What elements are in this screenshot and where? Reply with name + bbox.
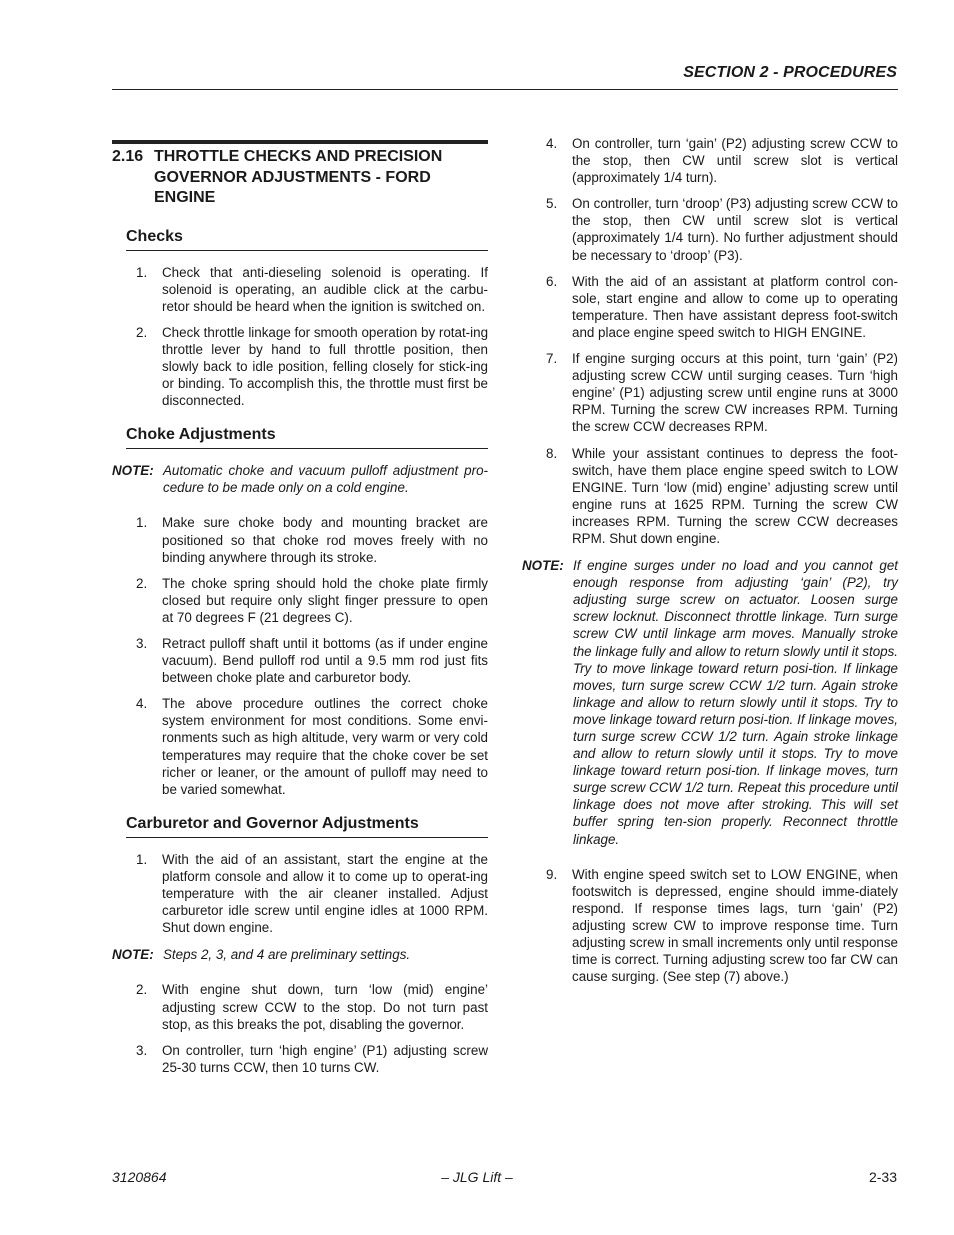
- list-item-text: While your assistant continues to depress the foot-switch, have them place engine speed switch to LOW ENGINE. Turn ‘low (mid) engine’ adjusting screw until engine runs at 1625 RPM. Turning the screw CW increases RPM. Turning the screw CCW decreases RPM. Shut down engine.: [572, 445, 898, 546]
- note-label: NOTE:: [112, 947, 154, 963]
- section-title: THROTTLE CHECKS AND PRECISION GOVERNOR ADJUSTMENTS - FORD ENGINE: [154, 148, 443, 206]
- list-item-number: 1.: [136, 851, 148, 867]
- list-item-text: On controller, turn ‘high engine’ (P1) adjusting screw 25-30 turns CCW, then 10 turns CW.: [162, 1042, 488, 1075]
- list-item-number: 2.: [136, 324, 148, 340]
- list-item-number: 4.: [546, 136, 558, 151]
- list-item: [112, 575, 488, 626]
- note-text: Automatic choke and vacuum pulloff adjustment pro-cedure to be made only on a cold engine.: [163, 463, 488, 496]
- footer-doc-number: 3120864: [112, 1169, 167, 1185]
- list-item-number: 6.: [546, 273, 558, 289]
- list-item-text: The choke spring should hold the choke plate firmly closed but require only slight finger pressure to open at 70 degrees F (21 degrees C).: [162, 575, 488, 625]
- list-item-number: 2.: [136, 575, 148, 591]
- header-rule: [112, 89, 898, 90]
- list-item: [522, 866, 898, 986]
- note: [522, 557, 898, 848]
- list-item-number: 8.: [546, 445, 558, 461]
- list-item: [522, 135, 898, 186]
- list-item: [522, 195, 898, 263]
- list-item-text: With the aid of an assistant, start the engine at the platform console and allow it to come up to operat-ing temperature with the air cleaner installed. Adjust carburetor idle screw until engine idles at 1000 RPM. Shut down engine.: [162, 851, 488, 936]
- left-column: [112, 140, 488, 1076]
- list-item-text: If engine surging occurs at this point, turn ‘gain’ (P2) adjusting screw CCW until surging ceases. Turn ‘high engine’ (P1) adjusting screw until engine runs at 3000 RPM. Turning the screw CW increases RPM. Turning the screw CCW decreases RPM.: [572, 351, 898, 435]
- footer-page-number: 2-33: [868, 1169, 897, 1185]
- list-item-text: Retract pulloff shaft until it bottoms (as if under engine vacuum). Bend pulloff rod until a 9.5 mm rod just fits between choke plate and carburetor body.: [162, 636, 488, 686]
- list-item: [112, 981, 488, 1032]
- list-item: [112, 1042, 488, 1076]
- list-item: [112, 695, 488, 798]
- list-item-number: 1.: [136, 515, 148, 531]
- section-header-title: SECTION 2 - PROCEDURES: [683, 64, 897, 81]
- list-item-text: With engine shut down, turn ‘low (mid) engine’ adjusting screw CCW to the stop. Do not turn past stop, as this breaks the pot, disabling the governor.: [162, 982, 488, 1032]
- list-item-text: With engine speed switch set to LOW ENGINE, when footswitch is depressed, engine should imme-diately respond. If response times lags, turn ‘gain’ (P2) adjusting screw CW to improve response time. Turn adjusting screw in small increments only until response time is correct. Turning adjusting screw too far CW can cause surging. (See step (7) above.): [572, 866, 898, 985]
- list-item-text: Check that anti-dieseling solenoid is operating. If solenoid is operating, an audible click at the carbu-retor should be heard when the ignition is switched on.: [162, 264, 488, 314]
- list-item-text: On controller, turn ‘gain’ (P2) adjusting screw CCW to the stop, then CW until screw slot is vertical (approximately 1/4 turn).: [572, 136, 898, 186]
- note: [112, 946, 488, 963]
- list-item: [112, 851, 488, 936]
- list-item-text: Check throttle linkage for smooth operation by rotat-ing throttle lever by hand to full throttle position, then slowly back to idle position, felling closely for stick-ing or binding. To accomplish this, the throttle must first be disconnected.: [162, 324, 489, 409]
- list-item-text: The above procedure outlines the correct choke system environment for most conditions. Some envi-ronments such as high altitude, very warm or very cold temperatures may require that the choke cover be set richer or leaner, or the amount of pulloff may need to be varied somewhat.: [162, 696, 488, 797]
- list-item-text: With the aid of an assistant at platform control con-sole, start engine and allow to come up to operating temperature. Then have assistant depress foot-switch and place engine speed switch to HIGH ENGINE.: [572, 273, 898, 340]
- note-label: NOTE:: [112, 463, 154, 479]
- section-heading: [112, 140, 488, 209]
- list-item-text: Make sure choke body and mounting bracket are positioned so that choke rod moves freely with no binding anywhere through its stroke.: [162, 515, 488, 565]
- list-item: [112, 514, 488, 565]
- list-item-number: 5.: [546, 196, 558, 212]
- note-text: If engine surges under no load and you cannot get enough response from adjusting ‘gain’ (P2), try adjusting surge screw on actuator. Loosen surge screw locknut. Disconnect throttle linkage. Turn surge screw CW until linkage arm moves. Manually stroke the linkage fully and allow to return slowly until it stops. Try to move linkage toward return posi-tion. If linkage moves, turn surge screw CCW 1/2 turn. Again stroke linkage and allow to return slowly until it stops. Try to move linkage toward return posi-tion. If linkage moves, turn surge screw CCW 1/2 turn. Again stroke linkage and allow to return slowly until it stops. Try to move linkage toward return posi-tion. If linkage moves, turn surge screw CCW 1/2 turn. Repeat this procedure until linkage does not move after stroking. This will set buffer spring ten-sion properly. Reconnect throttle linkage.: [573, 558, 898, 847]
- list-item: [522, 273, 898, 341]
- checks-heading: Checks: [126, 227, 488, 251]
- carburetor-governor-heading: Carburetor and Governor Adjustments: [126, 814, 488, 838]
- list-item: [112, 264, 488, 315]
- list-item: [112, 635, 488, 686]
- note-text: Steps 2, 3, and 4 are preliminary settings.: [163, 947, 411, 963]
- list-item: [522, 350, 898, 435]
- list-item: [112, 324, 488, 409]
- list-item-number: 4.: [136, 696, 148, 712]
- list-item-number: 3.: [136, 636, 148, 651]
- list-item-number: 7.: [546, 351, 558, 367]
- footer-company: – JLG Lift –: [441, 1169, 513, 1185]
- section-number: 2.16: [112, 148, 144, 165]
- note: [112, 462, 488, 496]
- note-label: NOTE:: [522, 558, 564, 574]
- list-item-number: 2.: [136, 982, 148, 998]
- choke-adjustments-heading: Choke Adjustments: [126, 425, 488, 449]
- list-item-number: 9.: [546, 866, 558, 882]
- list-item-number: 1.: [136, 264, 148, 280]
- list-item: [522, 445, 898, 548]
- list-item-text: On controller, turn ‘droop’ (P3) adjusting screw CCW to the stop, then CW until screw slot is vertical (approximately 1/4 turn). No further adjustment should be necessary to ‘droop’ (P3).: [572, 196, 898, 263]
- list-item-number: 3.: [136, 1042, 148, 1058]
- right-column: [522, 135, 898, 985]
